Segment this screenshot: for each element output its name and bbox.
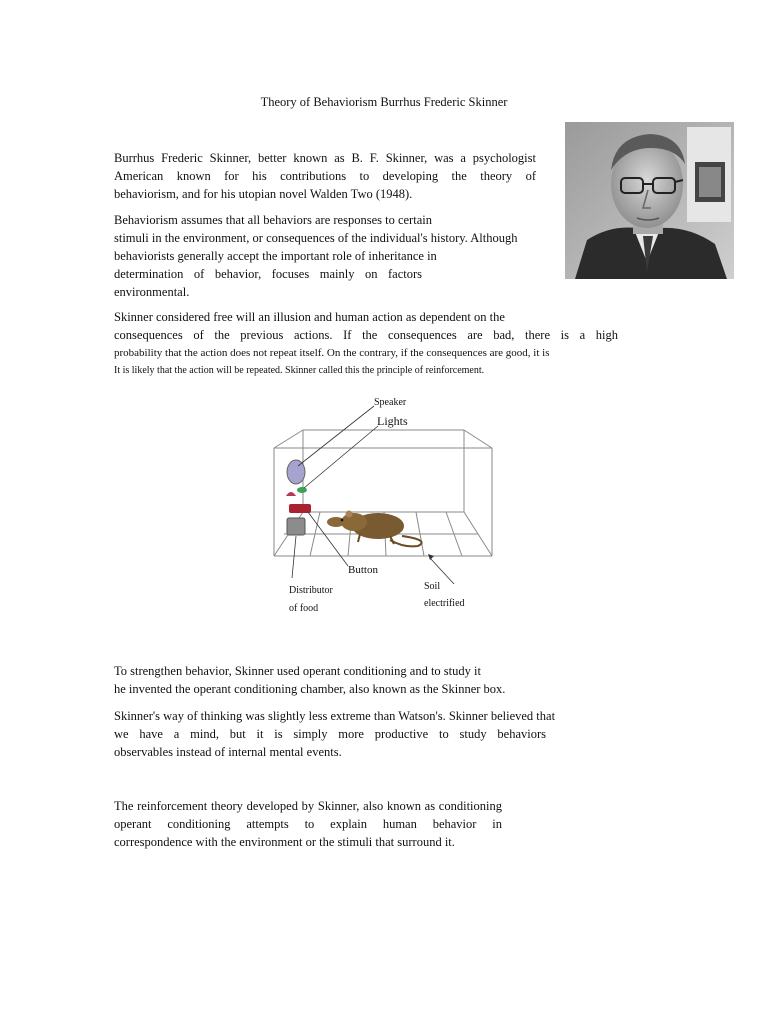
text-line: To strengthen behavior, Skinner used operant conditioning and to study it [114,664,481,678]
text-line: we have a mind, but it is simply more productive to study behaviors [114,727,546,741]
text-line: American known for his contributions to developing the theory of [114,169,536,183]
label-electrified: electrified [424,598,465,609]
paragraph-reinforcement-theory [114,797,502,851]
text-line: stimuli in the environment, or consequences of the individual's history. Although [114,231,518,245]
paragraph-intro [114,149,536,203]
text-line: operant conditioning attempts to explain human behavior in [114,817,502,831]
paragraph-behaviorism [114,211,544,301]
text-line: behaviorists generally accept the important role of inheritance in [114,249,437,263]
skinner-box-diagram [270,388,510,620]
text-line: he invented the operant conditioning chamber, also known as the Skinner box. [114,682,506,696]
text-line: determination of behavior, focuses mainly on factors [114,267,422,281]
light-red-icon [286,492,296,496]
light-green-icon [297,487,307,493]
paragraph-free-will [114,308,618,380]
text-line: observables instead of internal mental events. [114,745,342,759]
label-speaker: Speaker [374,397,407,408]
food-distributor-icon [287,518,305,535]
label-distributor: Distributor [289,585,333,596]
text-line: Behaviorism assumes that all behaviors are responses to certain [114,213,432,227]
response-button-icon [289,504,311,513]
document-title: Theory of Behaviorism Burrhus Frederic Skinner [260,95,508,109]
label-lights: Lights [377,414,408,428]
paragraph-watson [114,707,556,761]
rat-icon [327,511,422,547]
text-line: Skinner considered free will an illusion and human action as dependent on the [114,310,505,324]
text-line: consequences of the previous actions. If the consequences are bad, there is a high [114,328,618,342]
label-button: Button [348,564,378,576]
portrait-photo [565,122,734,279]
text-line: The reinforcement theory developed by Skinner, also known as conditioning [114,799,502,813]
text-line: correspondence with the environment or the stimuli that surround it. [114,835,455,849]
text-line: environmental. [114,285,190,299]
text-line: behaviorism, and for his utopian novel Walden Two (1948). [114,187,413,201]
speaker-icon [287,460,305,484]
text-line: Burrhus Frederic Skinner, better known as B. F. Skinner, was a psychologist [114,151,536,165]
text-line: It is likely that the action will be repeated. Skinner called this the principle of reinforcement. [114,365,485,376]
label-soil: Soil [424,581,441,592]
paragraph-operant-chamber [114,662,544,698]
text-line: probability that the action does not repeat itself. On the contrary, if the consequences are good, it is [114,347,550,359]
text-line: Skinner's way of thinking was slightly less extreme than Watson's. Skinner believed that [114,709,556,723]
label-of-food: of food [289,603,319,614]
